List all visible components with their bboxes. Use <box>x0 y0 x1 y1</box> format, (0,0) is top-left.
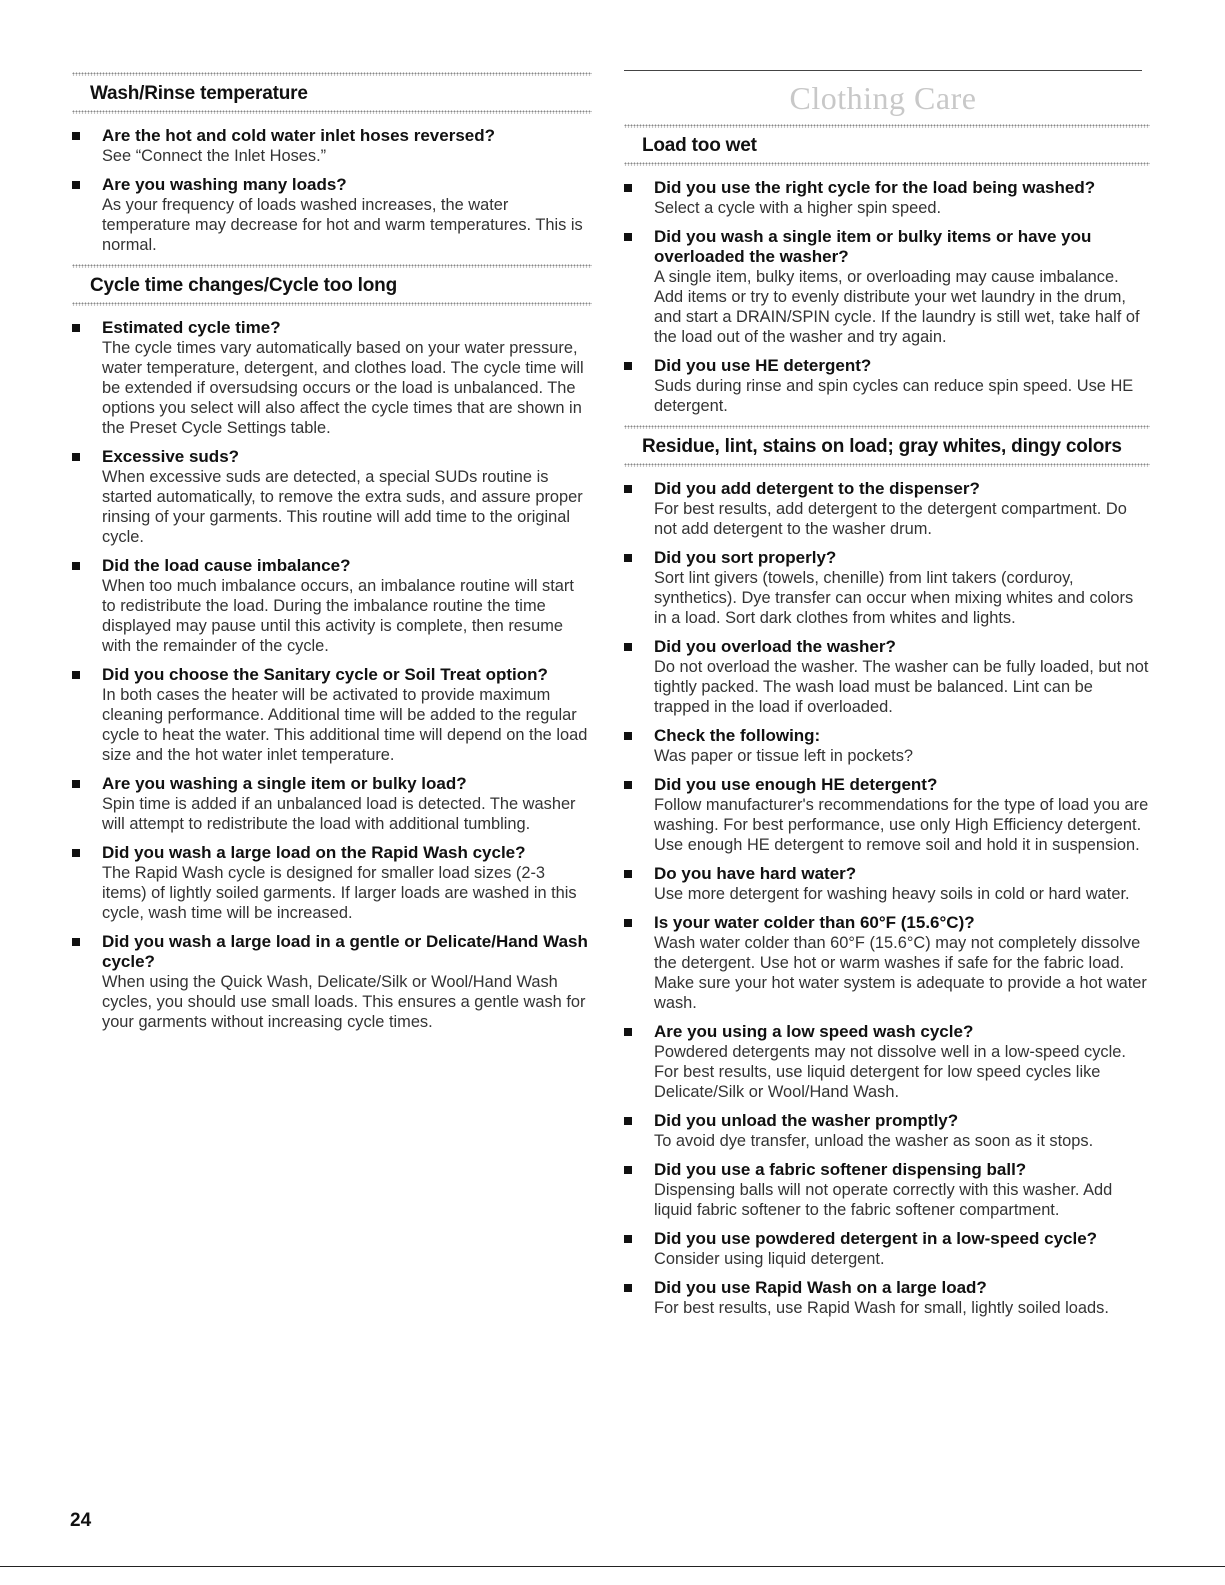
square-bullet-icon <box>624 362 632 370</box>
footer-rule <box>0 1566 1225 1567</box>
answer-text: Wash water colder than 60°F (15.6°C) may not completely dissolve the detergent. Use hot or warm washes if safe for the fabric load. Make sure your hot water system is adequate to provide a hot water wash. <box>654 934 1147 1012</box>
list-item <box>72 774 592 834</box>
square-bullet-icon <box>624 1028 632 1036</box>
square-bullet-icon <box>624 184 632 192</box>
answer-text: To avoid dye transfer, unload the washer as soon as it stops. <box>654 1132 1094 1150</box>
section-title: Load too wet <box>642 135 757 156</box>
troubleshooting-section <box>624 425 1150 1318</box>
question-text: Did you use a fabric softener dispensing ball? <box>654 1160 1027 1179</box>
square-bullet-icon <box>624 233 632 241</box>
list-item <box>624 726 1150 766</box>
section-header <box>72 72 592 114</box>
dotted-rule <box>624 463 1150 467</box>
question-text: Did the load cause imbalance? <box>102 556 351 575</box>
square-bullet-icon <box>624 1235 632 1243</box>
list-item <box>624 356 1150 416</box>
list-item <box>624 548 1150 628</box>
section-title: Residue, lint, stains on load; gray whites, dingy colors <box>642 436 1122 457</box>
answer-text: The Rapid Wash cycle is designed for smaller load sizes (2-3 items) of lightly soiled garments. If larger loads are washed in this cycle, wash time will be increased. <box>102 864 577 922</box>
answer-text: Consider using liquid detergent. <box>654 1250 885 1268</box>
list-item <box>72 175 592 255</box>
question-text: Did you wash a single item or bulky items or have you overloaded the washer? <box>654 227 1092 266</box>
list-item <box>624 1022 1150 1102</box>
section-title: Cycle time changes/Cycle too long <box>90 275 397 296</box>
list-item <box>72 665 592 765</box>
square-bullet-icon <box>72 562 80 570</box>
square-bullet-icon <box>624 1284 632 1292</box>
square-bullet-icon <box>624 643 632 651</box>
question-text: Did you unload the washer promptly? <box>654 1111 959 1130</box>
question-list <box>72 126 592 255</box>
question-text: Did you use enough HE detergent? <box>654 775 938 794</box>
answer-text: Use more detergent for washing heavy soils in cold or hard water. <box>654 885 1130 903</box>
list-item <box>624 637 1150 717</box>
square-bullet-icon <box>624 1117 632 1125</box>
section-header <box>72 264 592 306</box>
question-list <box>72 318 592 1032</box>
answer-text: Spin time is added if an unbalanced load is detected. The washer will attempt to redistribute the load with additional tumbling. <box>102 795 576 833</box>
answer-text: In both cases the heater will be activated to provide maximum cleaning performance. Additional time will be added to the regular cycle to heat the water. This additional time will depend on the load size and the hot water inlet temperature. <box>102 686 588 764</box>
list-item <box>624 227 1150 347</box>
question-text: Did you add detergent to the dispenser? <box>654 479 980 498</box>
answer-text: A single item, bulky items, or overloading may cause imbalance. Add items or try to evenly distribute your wet laundry in the drum, and start a DRAIN/SPIN cycle. If the laundry is still wet, take half of the load out of the washer and try again. <box>654 268 1140 346</box>
answer-text: When too much imbalance occurs, an imbalance routine will start to redistribute the load. During the imbalance routine the time displayed may pause until this activity is complete, then resume with the remainder of the cycle. <box>102 577 574 655</box>
section-header <box>624 425 1150 467</box>
list-item <box>72 556 592 656</box>
answer-text: For best results, use Rapid Wash for small, lightly soiled loads. <box>654 1299 1109 1317</box>
question-list <box>624 178 1150 416</box>
question-text: Did you use powdered detergent in a low-speed cycle? <box>654 1229 1098 1248</box>
question-text: Is your water colder than 60°F (15.6°C)? <box>654 913 975 932</box>
answer-text: When using the Quick Wash, Delicate/Silk or Wool/Hand Wash cycles, you should use small loads. This ensures a gentle wash for your garments without increasing cycle times. <box>102 973 586 1031</box>
answer-text: Dispensing balls will not operate correctly with this washer. Add liquid fabric softener to the fabric softener compartment. <box>654 1181 1113 1219</box>
square-bullet-icon <box>624 919 632 927</box>
question-text: Are you using a low speed wash cycle? <box>654 1022 974 1041</box>
square-bullet-icon <box>72 780 80 788</box>
question-text: Excessive suds? <box>102 447 240 466</box>
dotted-rule <box>624 162 1150 166</box>
square-bullet-icon <box>72 671 80 679</box>
list-item <box>624 775 1150 855</box>
list-item <box>624 479 1150 539</box>
answer-text: Was paper or tissue left in pockets? <box>654 747 914 765</box>
question-text: Do you have hard water? <box>654 864 857 883</box>
answer-text: When excessive suds are detected, a special SUDs routine is started automatically, to remove the extra suds, and assure proper rinsing of your garments. This routine will add time to the original cycle. <box>102 468 583 546</box>
troubleshooting-section <box>72 72 592 255</box>
list-item <box>72 843 592 923</box>
answer-text: As your frequency of loads washed increases, the water temperature may decrease for hot and warm temperatures. This is normal. <box>102 196 583 254</box>
dotted-rule <box>72 110 592 114</box>
list-item <box>72 318 592 438</box>
list-item <box>624 1229 1150 1269</box>
list-item <box>624 178 1150 218</box>
question-text: Are the hot and cold water inlet hoses reversed? <box>102 126 495 145</box>
header-rule <box>624 70 1142 71</box>
question-text: Did you sort properly? <box>654 548 837 567</box>
question-text: Did you use Rapid Wash on a large load? <box>654 1278 987 1297</box>
question-text: Are you washing a single item or bulky load? <box>102 774 467 793</box>
square-bullet-icon <box>72 132 80 140</box>
question-text: Check the following: <box>654 726 821 745</box>
section-header <box>624 124 1150 166</box>
answer-text: See “Connect the Inlet Hoses.” <box>102 147 327 165</box>
list-item <box>624 864 1150 904</box>
dotted-rule <box>72 302 592 306</box>
answer-text: Do not overload the washer. The washer can be fully loaded, but not tightly packed. The wash load must be balanced. Lint can be trapped in the load if overloaded. <box>654 658 1149 716</box>
question-text: Did you choose the Sanitary cycle or Soil Treat option? <box>102 665 548 684</box>
question-text: Did you use HE detergent? <box>654 356 872 375</box>
list-item <box>72 932 592 1032</box>
section-title: Wash/Rinse temperature <box>90 83 308 104</box>
answer-text: Suds during rinse and spin cycles can reduce spin speed. Use HE detergent. <box>654 377 1134 415</box>
question-text: Are you washing many loads? <box>102 175 347 194</box>
question-text: Did you wash a large load on the Rapid Wash cycle? <box>102 843 526 862</box>
list-item <box>72 126 592 166</box>
answer-text: Sort lint givers (towels, chenille) from lint takers (corduroy, synthetics). Dye transfer can occur when mixing whites and colors in a load. Sort dark clothes from whites and lights. <box>654 569 1134 627</box>
list-item <box>624 1160 1150 1220</box>
square-bullet-icon <box>624 870 632 878</box>
square-bullet-icon <box>72 181 80 189</box>
list-item <box>624 913 1150 1013</box>
square-bullet-icon <box>624 1166 632 1174</box>
square-bullet-icon <box>72 324 80 332</box>
answer-text: Powdered detergents may not dissolve well in a low-speed cycle. For best results, use liquid detergent for low speed cycles like Delicate/Silk or Wool/Hand Wash. <box>654 1043 1126 1101</box>
right-column <box>624 124 1150 1327</box>
troubleshooting-section <box>72 264 592 1032</box>
page-number: 24 <box>70 1510 92 1531</box>
left-column <box>72 72 592 1041</box>
square-bullet-icon <box>72 938 80 946</box>
square-bullet-icon <box>624 781 632 789</box>
answer-text: For best results, add detergent to the detergent compartment. Do not add detergent to the washer drum. <box>654 500 1127 538</box>
section-brand-title: Clothing Care <box>789 80 977 116</box>
square-bullet-icon <box>72 453 80 461</box>
list-item <box>72 447 592 547</box>
list-item <box>624 1278 1150 1318</box>
answer-text: Select a cycle with a higher spin speed. <box>654 199 941 217</box>
answer-text: Follow manufacturer's recommendations for the type of load you are washing. For best performance, use only High Efficiency detergent. Use enough HE detergent to remove soil and hold it in suspension. <box>654 796 1149 854</box>
question-text: Did you wash a large load in a gentle or Delicate/Hand Wash cycle? <box>102 932 588 971</box>
question-text: Did you overload the washer? <box>654 637 896 656</box>
question-text: Did you use the right cycle for the load being washed? <box>654 178 1096 197</box>
question-list <box>624 479 1150 1318</box>
question-text: Estimated cycle time? <box>102 318 281 337</box>
square-bullet-icon <box>624 554 632 562</box>
troubleshooting-section <box>624 124 1150 416</box>
square-bullet-icon <box>624 732 632 740</box>
square-bullet-icon <box>72 849 80 857</box>
answer-text: The cycle times vary automatically based on your water pressure, water temperature, detergent, and clothes load. The cycle time will be extended if oversudsing occurs or the load is unbalanced. The options you select will also affect the cycle times that are shown in the Preset Cycle Settings table. <box>102 339 584 437</box>
square-bullet-icon <box>624 485 632 493</box>
list-item <box>624 1111 1150 1151</box>
